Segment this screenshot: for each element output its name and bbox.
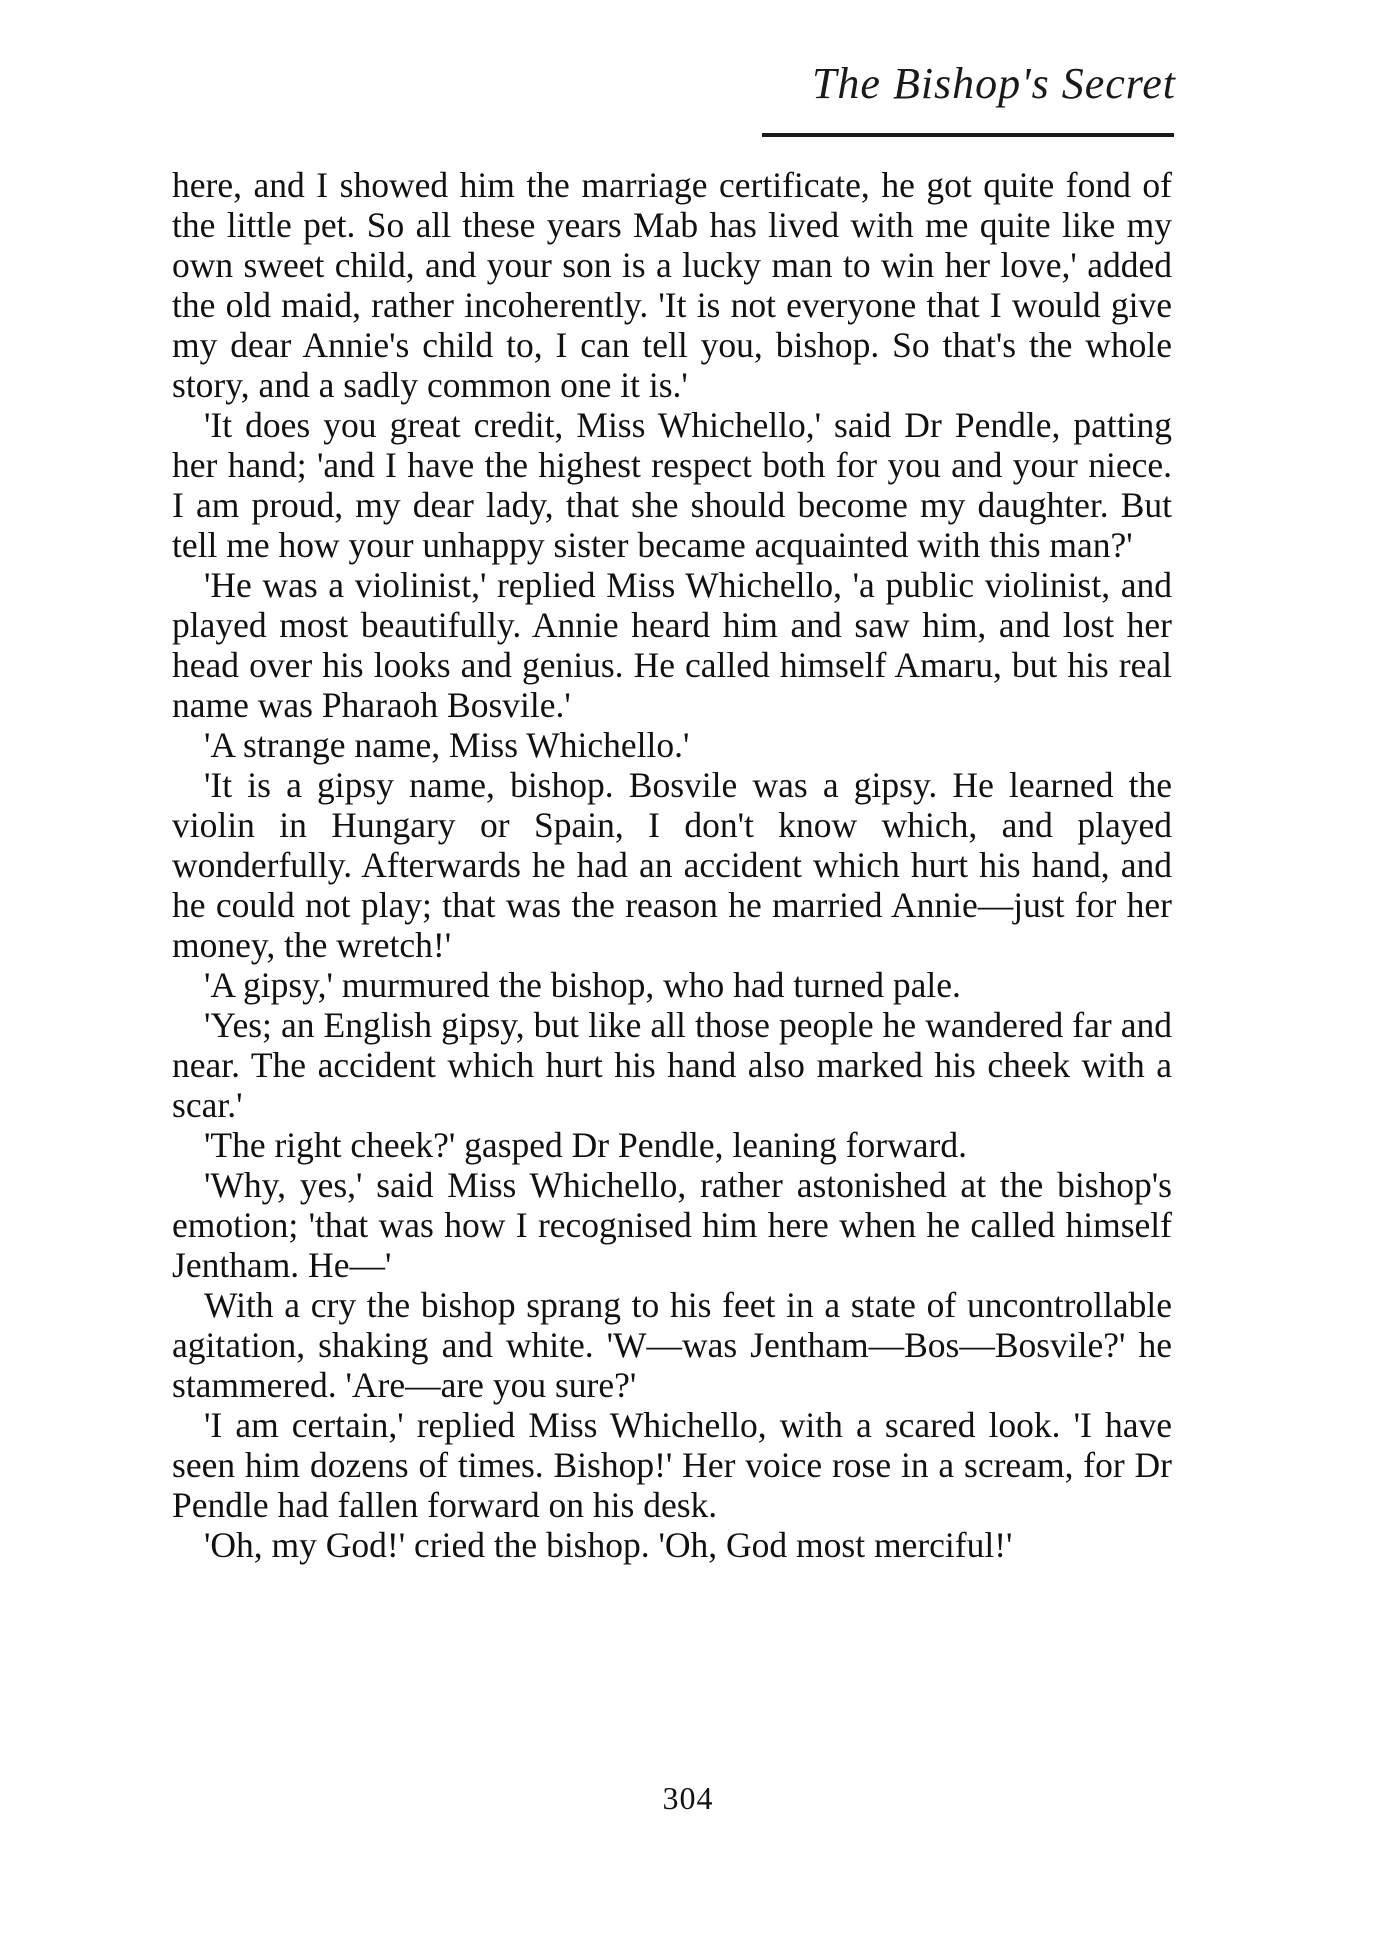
paragraph: 'He was a violinist,' replied Miss Whichello, 'a public violinist, and played most beautifully. Annie heard him and saw him, and lost her head over his looks and genius. He called himself Amaru, but his real name was Pharaoh Bosvile.' — [172, 565, 1172, 725]
paragraph: 'Yes; an English gipsy, but like all those people he wandered far and near. The accident which hurt his hand also marked his cheek with a scar.' — [172, 1005, 1172, 1125]
body-text — [172, 165, 1172, 1565]
paragraph: 'A gipsy,' murmured the bishop, who had turned pale. — [204, 965, 961, 1005]
paragraph: 'A strange name, Miss Whichello.' — [204, 725, 690, 765]
paragraph: 'It is a gipsy name, bishop. Bosvile was a gipsy. He learned the violin in Hungary or Spain, I don't know which, and played wonderfully. Afterwards he had an accident which hurt his hand, and he could not play; that was the reason he married Annie—just for her money, the wretch!' — [172, 765, 1172, 965]
page-number: 304 — [662, 1780, 714, 1816]
paragraph: With a cry the bishop sprang to his feet in a state of uncontrollable agitation, shaking and white. 'W—was Jentham—Bos—Bosvile?' he stammered. 'Are—are you sure?' — [172, 1285, 1172, 1405]
paragraph: 'I am certain,' replied Miss Whichello, with a scared look. 'I have seen him dozens of times. Bishop!' Her voice rose in a scream, for Dr Pendle had fallen forward on his desk. — [172, 1405, 1172, 1525]
paragraph: 'It does you great credit, Miss Whichello,' said Dr Pendle, patting her hand; 'and I have the highest respect both for you and your niece. I am proud, my dear lady, that she should become my daughter. But tell me how your unhappy sister became acquainted with this man?' — [172, 405, 1172, 565]
paragraph: 'The right cheek?' gasped Dr Pendle, leaning forward. — [204, 1125, 967, 1165]
running-head-title: The Bishop's Secret — [811, 59, 1176, 108]
header-rule — [762, 133, 1174, 137]
paragraph: 'Why, yes,' said Miss Whichello, rather astonished at the bishop's emotion; 'that was how I recognised him here when he called himself Jentham. He—' — [172, 1165, 1172, 1285]
paragraph: 'Oh, my God!' cried the bishop. 'Oh, God most merciful!' — [204, 1525, 1013, 1565]
paragraph: here, and I showed him the marriage certificate, he got quite fond of the little pet. So all these years Mab has lived with me quite like my own sweet child, and your son is a lucky man to win her love,' added the old maid, rather incoherently. 'It is not everyone that I would give my dear Annie's child to, I can tell you, bishop. So that's the whole story, and a sadly common one it is.' — [172, 165, 1172, 405]
